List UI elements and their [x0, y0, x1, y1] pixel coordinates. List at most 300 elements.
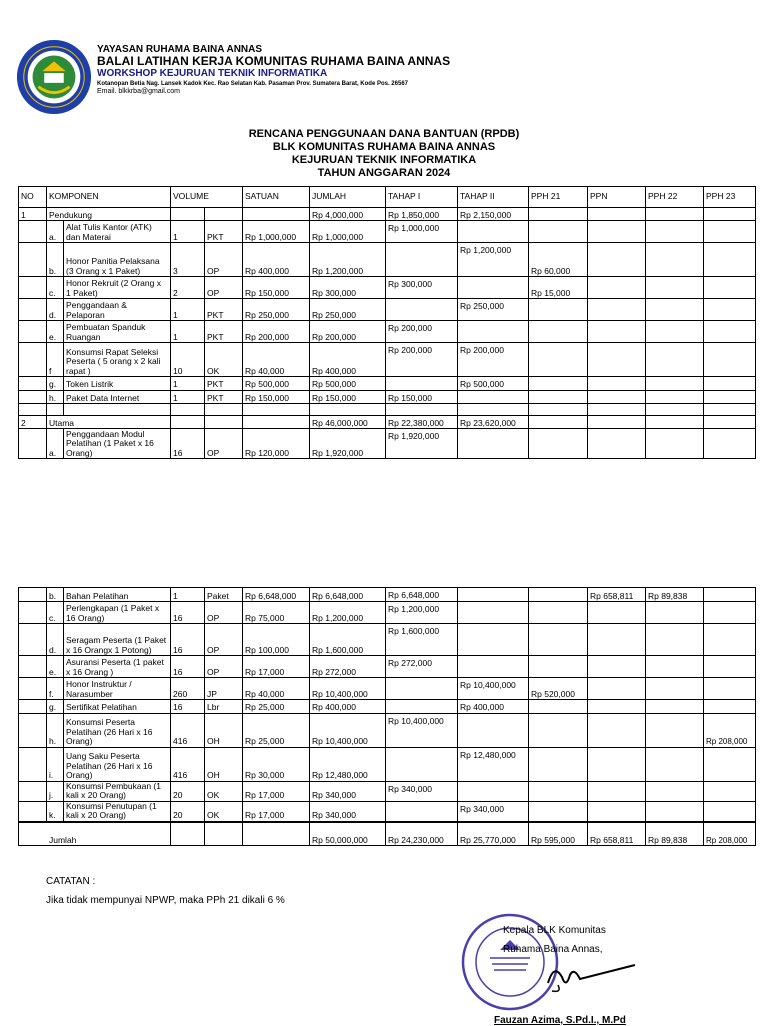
row-jumlah: Rp 340,000	[310, 781, 386, 801]
row-unit: PKT	[205, 377, 243, 391]
section-jumlah: Rp 4,000,000	[310, 208, 386, 221]
row-letter: b.	[47, 243, 64, 277]
table-row	[19, 713, 756, 747]
empty-cell	[529, 208, 588, 221]
row-name: Konsumsi Rapat Seleksi Peserta ( 5 orang x 2 kali rapat )	[64, 343, 171, 377]
empty-cell	[19, 700, 47, 714]
row-pph21: Rp 60,000	[529, 243, 588, 277]
row-tahap2	[458, 390, 529, 404]
row-pph22	[646, 624, 704, 656]
row-jumlah: Rp 10,400,000	[310, 713, 386, 747]
row-volume: 20	[171, 801, 205, 822]
row-pph23	[704, 678, 756, 700]
table-row	[19, 221, 756, 243]
row-letter: h.	[47, 390, 64, 404]
empty-cell	[646, 208, 704, 221]
section-row	[19, 208, 756, 221]
row-pph22	[646, 781, 704, 801]
row-jumlah: Rp 6,648,000	[310, 588, 386, 602]
notes-text: Jika tidak mempunyai NPWP, maka PPh 21 dikali 6 %	[46, 895, 285, 906]
empty-cell	[646, 277, 704, 299]
row-tahap2: Rp 250,000	[458, 299, 529, 321]
col-satuan: SATUAN	[243, 187, 310, 208]
row-name: Token Listrik	[64, 377, 171, 391]
row-pph21: Rp 15,000	[529, 277, 588, 299]
row-jumlah: Rp 1,600,000	[310, 624, 386, 656]
row-ppn	[588, 624, 646, 656]
row-jumlah: Rp 250,000	[310, 299, 386, 321]
row-tahap2	[458, 713, 529, 747]
row-jumlah: Rp 200,000	[310, 321, 386, 343]
row-jumlah: Rp 1,200,000	[310, 243, 386, 277]
row-tahap1	[386, 678, 458, 700]
row-unit: PKT	[205, 390, 243, 404]
total-row	[19, 822, 756, 846]
row-volume: 1	[171, 377, 205, 391]
empty-cell	[529, 404, 588, 416]
section-tahap1: Rp 1,850,000	[386, 208, 458, 221]
row-tahap1: Rp 200,000	[386, 343, 458, 377]
section-jumlah: Rp 46,000,000	[310, 416, 386, 429]
row-jumlah: Rp 272,000	[310, 656, 386, 678]
row-name: Uang Saku Peserta Pelatihan (26 Hari x 16 Orang)	[64, 747, 171, 781]
empty-cell	[588, 277, 646, 299]
row-letter: a.	[47, 221, 64, 243]
table-row	[19, 781, 756, 801]
row-unit: OP	[205, 243, 243, 277]
row-jumlah: Rp 12,480,000	[310, 747, 386, 781]
row-volume: 1	[171, 221, 205, 243]
title-line-3: KEJURUAN TEKNIK INFORMATIKA	[291, 154, 477, 166]
document-title	[0, 128, 768, 180]
row-satuan: Rp 400,000	[243, 243, 310, 277]
row-satuan: Rp 17,000	[243, 801, 310, 822]
row-unit: OP	[205, 277, 243, 299]
row-unit: PKT	[205, 299, 243, 321]
row-letter: k.	[47, 801, 64, 822]
foundation-name: YAYASAN RUHAMA BAINA ANNAS	[97, 44, 263, 55]
row-tahap2	[458, 277, 529, 299]
empty-cell	[646, 343, 704, 377]
row-pph21	[529, 801, 588, 822]
empty-cell	[19, 429, 47, 459]
row-letter: h.	[47, 713, 64, 747]
row-tahap1: Rp 6,648,000	[386, 588, 458, 602]
row-tahap2	[458, 781, 529, 801]
row-unit: Paket	[205, 588, 243, 602]
table-row	[19, 602, 756, 624]
row-satuan: Rp 6,648,000	[243, 588, 310, 602]
empty-cell	[19, 602, 47, 624]
row-pph21	[529, 656, 588, 678]
row-tahap2: Rp 12,480,000	[458, 747, 529, 781]
col-tahap1: TAHAP I	[386, 187, 458, 208]
empty-cell	[458, 404, 529, 416]
row-satuan: Rp 500,000	[243, 377, 310, 391]
empty-cell	[47, 404, 64, 416]
empty-cell	[19, 713, 47, 747]
row-satuan: Rp 120,000	[243, 429, 310, 459]
empty-cell	[704, 390, 756, 404]
table-row	[19, 321, 756, 343]
empty-cell	[588, 299, 646, 321]
section-1-rows	[19, 221, 756, 404]
total-tahap1: Rp 24,230,000	[386, 822, 458, 846]
empty-cell	[19, 656, 47, 678]
row-pph22	[646, 801, 704, 822]
row-volume: 416	[171, 747, 205, 781]
signatory-title-line-2: Ruhama Baina Annas,	[503, 944, 603, 955]
empty-cell	[704, 343, 756, 377]
empty-cell	[19, 801, 47, 822]
row-letter: e.	[47, 656, 64, 678]
row-jumlah: Rp 1,000,000	[310, 221, 386, 243]
empty-cell	[646, 321, 704, 343]
row-satuan: Rp 100,000	[243, 624, 310, 656]
row-ppn	[588, 713, 646, 747]
empty-cell	[704, 277, 756, 299]
row-pph23	[704, 781, 756, 801]
row-satuan: Rp 30,000	[243, 747, 310, 781]
empty-cell	[646, 299, 704, 321]
row-satuan: Rp 25,000	[243, 700, 310, 714]
row-pph23	[704, 624, 756, 656]
institution-name: BALAI LATIHAN KERJA KOMUNITAS RUHAMA BAINA ANNAS	[97, 54, 451, 68]
row-tahap1	[386, 700, 458, 714]
row-unit: OK	[205, 781, 243, 801]
empty-cell	[19, 221, 47, 243]
table-row	[19, 624, 756, 656]
col-pph22: PPH 22	[646, 187, 704, 208]
row-pph22	[646, 713, 704, 747]
row-pph21	[529, 343, 588, 377]
row-unit: OK	[205, 343, 243, 377]
row-ppn	[588, 700, 646, 714]
row-pph21	[529, 700, 588, 714]
row-name: Sertifikat Pelatihan	[64, 700, 171, 714]
section-2-rows	[19, 588, 756, 822]
row-volume: 16	[171, 429, 205, 459]
row-name: Paket Data Internet	[64, 390, 171, 404]
row-name: Konsumsi Pembukaan (1 kali x 20 Orang)	[64, 781, 171, 801]
row-pph21	[529, 624, 588, 656]
row-name: Konsumsi Penutupan (1 kali x 20 Orang)	[64, 801, 171, 822]
col-volume: VOLUME	[171, 187, 243, 208]
row-tahap1: Rp 1,920,000	[386, 429, 458, 459]
empty-cell	[588, 208, 646, 221]
row-unit: OP	[205, 656, 243, 678]
empty-cell	[588, 429, 646, 459]
section-no: 1	[19, 208, 47, 221]
table-row	[19, 801, 756, 822]
row-name: Seragam Peserta (1 Paket x 16 Orangx 1 Potong)	[64, 624, 171, 656]
empty-cell	[646, 404, 704, 416]
row-pph21	[529, 321, 588, 343]
row-letter: f.	[47, 678, 64, 700]
row-pph23: Rp 208,000	[704, 713, 756, 747]
row-name: Penggandaan & Pelaporan	[64, 299, 171, 321]
empty-cell	[19, 299, 47, 321]
col-jumlah: JUMLAH	[310, 187, 386, 208]
empty-cell	[171, 208, 205, 221]
row-volume: 1	[171, 299, 205, 321]
row-ppn	[588, 781, 646, 801]
section-tahap2: Rp 23,620,000	[458, 416, 529, 429]
row-name: Honor Rekruit (2 Orang x 1 Paket)	[64, 277, 171, 299]
rpdb-table-part-2	[18, 587, 756, 846]
col-pph23: PPH 23	[704, 187, 756, 208]
row-ppn	[588, 656, 646, 678]
total-label: Jumlah	[19, 822, 171, 846]
table-row	[19, 656, 756, 678]
row-unit: PKT	[205, 221, 243, 243]
empty-cell	[646, 221, 704, 243]
empty-cell	[171, 404, 205, 416]
section-tahap2: Rp 2,150,000	[458, 208, 529, 221]
row-letter: f	[47, 343, 64, 377]
row-pph21	[529, 390, 588, 404]
row-pph22	[646, 700, 704, 714]
row-satuan: Rp 17,000	[243, 781, 310, 801]
empty-cell	[19, 277, 47, 299]
signatory-name: Fauzan Azima, S.Pd.I., M.Pd	[494, 1015, 626, 1026]
row-satuan: Rp 200,000	[243, 321, 310, 343]
signatory-title-line-1: Kepala BLK Komunitas	[503, 925, 606, 936]
row-tahap1: Rp 340,000	[386, 781, 458, 801]
row-name: Alat Tulis Kantor (ATK) dan Materai	[64, 221, 171, 243]
row-letter: g.	[47, 700, 64, 714]
section-no: 2	[19, 416, 47, 429]
row-pph21	[529, 299, 588, 321]
empty-cell	[19, 321, 47, 343]
row-name: Asuransi Peserta (1 paket x 16 Orang )	[64, 656, 171, 678]
row-jumlah: Rp 10,400,000	[310, 678, 386, 700]
row-jumlah: Rp 300,000	[310, 277, 386, 299]
row-satuan: Rp 75,000	[243, 602, 310, 624]
table-row	[19, 678, 756, 700]
row-tahap2	[458, 221, 529, 243]
empty-cell	[19, 390, 47, 404]
row-pph21	[529, 588, 588, 602]
empty-cell	[243, 404, 310, 416]
row-pph23	[704, 747, 756, 781]
row-letter: g.	[47, 377, 64, 391]
col-pph21: PPH 21	[529, 187, 588, 208]
empty-cell	[704, 416, 756, 429]
row-volume: 16	[171, 700, 205, 714]
row-unit: OP	[205, 602, 243, 624]
row-ppn	[588, 747, 646, 781]
row-name: Honor Instruktur / Narasumber	[64, 678, 171, 700]
row-tahap1	[386, 299, 458, 321]
row-tahap2: Rp 400,000	[458, 700, 529, 714]
empty-cell	[243, 822, 310, 846]
row-letter: c.	[47, 602, 64, 624]
row-satuan: Rp 150,000	[243, 390, 310, 404]
row-name: Pembuatan Spanduk Ruangan	[64, 321, 171, 343]
row-jumlah: Rp 1,920,000	[310, 429, 386, 459]
row-name: Konsumsi Peserta Pelatihan (26 Hari x 16 Orang)	[64, 713, 171, 747]
row-jumlah: Rp 1,200,000	[310, 602, 386, 624]
row-letter: d.	[47, 299, 64, 321]
title-line-2: BLK KOMUNITAS RUHAMA BAINA ANNAS	[272, 141, 496, 153]
row-unit: JP	[205, 678, 243, 700]
row-unit: PKT	[205, 321, 243, 343]
empty-cell	[205, 822, 243, 846]
row-tahap2: Rp 500,000	[458, 377, 529, 391]
empty-cell	[243, 416, 310, 429]
empty-cell	[704, 221, 756, 243]
handwritten-signature	[540, 955, 640, 995]
row-ppn: Rp 658,811	[588, 588, 646, 602]
table-row	[19, 277, 756, 299]
workshop-name: WORKSHOP KEJURUAN TEKNIK INFORMATIKA	[97, 68, 328, 80]
table-row	[19, 390, 756, 404]
empty-cell	[171, 822, 205, 846]
row-volume: 3	[171, 243, 205, 277]
section-row	[19, 416, 756, 429]
row-pph21	[529, 602, 588, 624]
empty-cell	[704, 321, 756, 343]
col-tahap2: TAHAP II	[458, 187, 529, 208]
row-tahap2: Rp 340,000	[458, 801, 529, 822]
notes-heading: CATATAN :	[46, 876, 96, 887]
empty-cell	[171, 416, 205, 429]
total-pph21: Rp 595,000	[529, 822, 588, 846]
total-tahap2: Rp 25,770,000	[458, 822, 529, 846]
empty-cell	[19, 588, 47, 602]
table-row	[19, 243, 756, 277]
row-volume: 1	[171, 588, 205, 602]
empty-cell	[205, 208, 243, 221]
table-row	[19, 700, 756, 714]
row-letter: c.	[47, 277, 64, 299]
row-tahap2	[458, 602, 529, 624]
empty-cell	[310, 404, 386, 416]
row-name: Bahan Pelatihan	[64, 588, 171, 602]
row-satuan: Rp 40,000	[243, 343, 310, 377]
row-jumlah: Rp 150,000	[310, 390, 386, 404]
row-volume: 416	[171, 713, 205, 747]
empty-cell	[205, 416, 243, 429]
row-letter: a.	[47, 429, 64, 459]
row-tahap1: Rp 1,000,000	[386, 221, 458, 243]
empty-cell	[646, 377, 704, 391]
row-tahap2: Rp 10,400,000	[458, 678, 529, 700]
row-satuan: Rp 1,000,000	[243, 221, 310, 243]
row-satuan: Rp 250,000	[243, 299, 310, 321]
row-letter: i.	[47, 747, 64, 781]
row-volume: 20	[171, 781, 205, 801]
row-volume: 260	[171, 678, 205, 700]
row-name: Perlengkapan (1 Paket x 16 Orang)	[64, 602, 171, 624]
section-tahap1: Rp 22,380,000	[386, 416, 458, 429]
row-unit: OP	[205, 429, 243, 459]
empty-cell	[19, 747, 47, 781]
row-tahap1: Rp 272,000	[386, 656, 458, 678]
empty-cell	[704, 377, 756, 391]
title-line-1: RENCANA PENGGUNAAN DANA BANTUAN (RPDB)	[248, 128, 520, 140]
row-unit: Lbr	[205, 700, 243, 714]
table-row	[19, 299, 756, 321]
empty-cell	[458, 429, 529, 459]
total-jumlah: Rp 50,000,000	[310, 822, 386, 846]
row-unit: OH	[205, 713, 243, 747]
row-tahap1	[386, 747, 458, 781]
row-pph23	[704, 801, 756, 822]
row-tahap1: Rp 10,400,000	[386, 713, 458, 747]
empty-cell	[588, 404, 646, 416]
row-ppn	[588, 801, 646, 822]
row-unit: OP	[205, 624, 243, 656]
empty-cell	[646, 429, 704, 459]
row-tahap2	[458, 588, 529, 602]
empty-cell	[646, 243, 704, 277]
row-tahap1	[386, 377, 458, 391]
row-satuan: Rp 17,000	[243, 656, 310, 678]
row-tahap1: Rp 1,200,000	[386, 602, 458, 624]
empty-cell	[19, 377, 47, 391]
row-pph22	[646, 656, 704, 678]
empty-cell	[646, 390, 704, 404]
empty-cell	[704, 299, 756, 321]
row-volume: 16	[171, 656, 205, 678]
row-letter: j.	[47, 781, 64, 801]
row-ppn	[588, 602, 646, 624]
row-volume: 16	[171, 624, 205, 656]
table-row	[19, 343, 756, 377]
row-tahap2	[458, 624, 529, 656]
row-volume: 16	[171, 602, 205, 624]
row-tahap1	[386, 801, 458, 822]
empty-cell	[588, 243, 646, 277]
row-name: Penggandaan Modul Pelatihan (1 Paket x 16 Orang)	[64, 429, 171, 459]
row-unit: OK	[205, 801, 243, 822]
row-pph21	[529, 747, 588, 781]
row-tahap1	[386, 243, 458, 277]
section-name: Pendukung	[47, 208, 171, 221]
row-pph21	[529, 221, 588, 243]
empty-cell	[646, 416, 704, 429]
row-tahap1: Rp 200,000	[386, 321, 458, 343]
row-letter: b.	[47, 588, 64, 602]
empty-cell	[588, 416, 646, 429]
total-pph22: Rp 89,838	[646, 822, 704, 846]
empty-cell	[588, 221, 646, 243]
header-row	[19, 187, 756, 208]
empty-cell	[64, 404, 171, 416]
signatory-title	[503, 921, 606, 959]
row-pph23	[704, 588, 756, 602]
col-komponen: KOMPONEN	[47, 187, 171, 208]
row-volume: 1	[171, 321, 205, 343]
row-tahap1: Rp 300,000	[386, 277, 458, 299]
address: Kotanopan Betia Nag. Lansek Kadok Kec. Rao Selatan Kab. Pasaman Prov. Sumatera Barat, Kode Pos. 26567	[97, 81, 408, 88]
rpdb-table-part-1	[18, 186, 756, 459]
empty-cell	[19, 243, 47, 277]
table-row	[19, 429, 756, 459]
total-ppn: Rp 658,811	[588, 822, 646, 846]
row-jumlah: Rp 340,000	[310, 801, 386, 822]
empty-cell	[588, 343, 646, 377]
row-jumlah: Rp 400,000	[310, 700, 386, 714]
spacer-row	[19, 404, 756, 416]
total-pph23: Rp 208,000	[704, 822, 756, 846]
empty-cell	[19, 781, 47, 801]
empty-cell	[588, 377, 646, 391]
row-pph23	[704, 656, 756, 678]
row-pph23	[704, 602, 756, 624]
